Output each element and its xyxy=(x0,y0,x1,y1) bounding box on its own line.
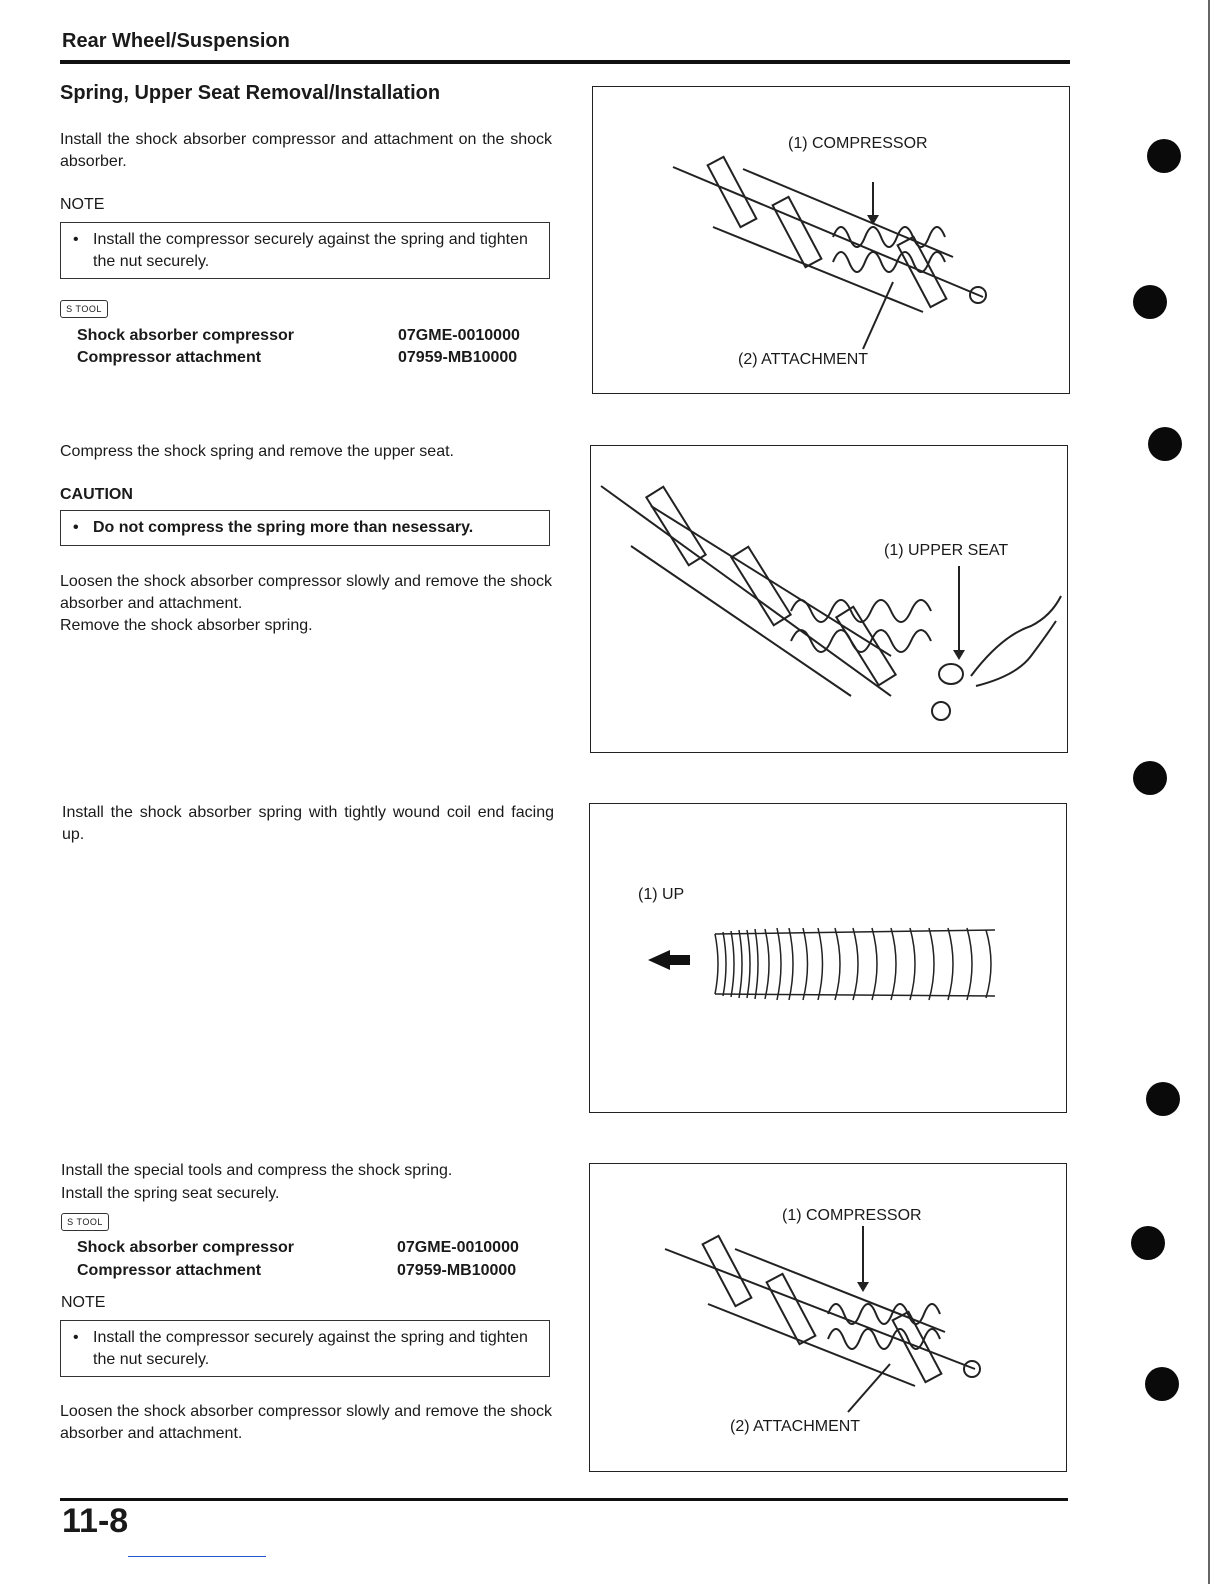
binder-hole-dot xyxy=(1133,761,1167,795)
spring-illustration xyxy=(590,804,1066,1112)
install-paragraph: Install the shock absorber compressor and attachment on the shock absorber. xyxy=(60,131,552,170)
compress-paragraph: Compress the shock spring and remove the upper seat. xyxy=(60,443,454,460)
loosen-paragraph: Loosen the shock absorber compressor slowly and remove the shock absorber and attachment. xyxy=(60,1403,552,1442)
binder-hole-dot xyxy=(1148,427,1182,461)
caution-text: Do not compress the spring more than nesessary. xyxy=(93,519,474,536)
figure-compressor-attachment-install xyxy=(589,1163,1067,1472)
binder-hole-dot xyxy=(1146,1082,1180,1116)
bullet: • xyxy=(73,231,79,248)
note-box xyxy=(60,1320,550,1377)
figure-compressor-attachment xyxy=(592,86,1070,394)
page-edge xyxy=(1208,0,1210,1584)
bullet: • xyxy=(73,519,79,536)
caution-label: CAUTION xyxy=(60,486,133,503)
figure-spring-up xyxy=(589,803,1067,1113)
upper-seat-label: (1) UPPER SEAT xyxy=(884,542,1009,559)
tool-code: 07GME-0010000 xyxy=(397,1239,519,1256)
caution-box xyxy=(60,510,550,546)
tool-name: Compressor attachment xyxy=(77,1262,262,1279)
binder-hole-dot xyxy=(1131,1226,1165,1260)
binder-hole-dot xyxy=(1145,1367,1179,1401)
link-underline xyxy=(128,1556,266,1557)
special-tool-icon: S TOOL xyxy=(60,300,108,318)
note-label: NOTE xyxy=(61,1294,106,1311)
binder-hole-dot xyxy=(1147,139,1181,173)
note-text: Install the compressor securely against the spring and tighten the nut securely. xyxy=(93,231,528,270)
page-header-title: Rear Wheel/Suspension xyxy=(62,30,290,52)
figure-upper-seat xyxy=(590,445,1068,753)
compressor-label: (1) COMPRESSOR xyxy=(782,1207,922,1224)
compressor-label: (1) COMPRESSOR xyxy=(788,135,928,152)
remove-spring-line: Remove the shock absorber spring. xyxy=(60,617,313,634)
tool-code: 07GME-0010000 xyxy=(398,327,520,344)
tool-name: Compressor attachment xyxy=(77,349,262,366)
header-rule xyxy=(60,60,1070,64)
tool-code: 07959-MB10000 xyxy=(398,349,518,366)
up-arrow-icon xyxy=(648,950,690,970)
compressor-illustration xyxy=(593,87,1069,393)
spring-orientation-paragraph: Install the shock absorber spring with tightly wound coil end facing up. xyxy=(62,804,554,843)
section-title: Spring, Upper Seat Removal/Installation xyxy=(60,82,441,104)
attachment-label: (2) ATTACHMENT xyxy=(730,1418,861,1435)
upper-seat-illustration xyxy=(591,446,1067,752)
attachment-label: (2) ATTACHMENT xyxy=(738,351,869,368)
up-label: (1) UP xyxy=(638,886,685,903)
note-label: NOTE xyxy=(60,196,105,213)
tool-name: Shock absorber compressor xyxy=(77,327,294,344)
note-text: Install the compressor securely against the spring and tighten the nut securely. xyxy=(93,1329,528,1368)
special-tool-icon: S TOOL xyxy=(61,1213,109,1231)
tool-code: 07959-MB10000 xyxy=(397,1262,517,1279)
binder-hole-dot xyxy=(1133,285,1167,319)
install-seat-line: Install the spring seat securely. xyxy=(61,1185,280,1202)
note-box xyxy=(60,222,550,279)
tool-name: Shock absorber compressor xyxy=(77,1239,294,1256)
loosen-paragraph: Loosen the shock absorber compressor slowly and remove the shock absorber and attachment. xyxy=(60,573,552,612)
page-number: 11-8 xyxy=(62,1502,129,1540)
footer-rule xyxy=(60,1498,1068,1501)
install-tools-line: Install the special tools and compress the shock spring. xyxy=(61,1162,453,1179)
bullet: • xyxy=(73,1329,79,1346)
